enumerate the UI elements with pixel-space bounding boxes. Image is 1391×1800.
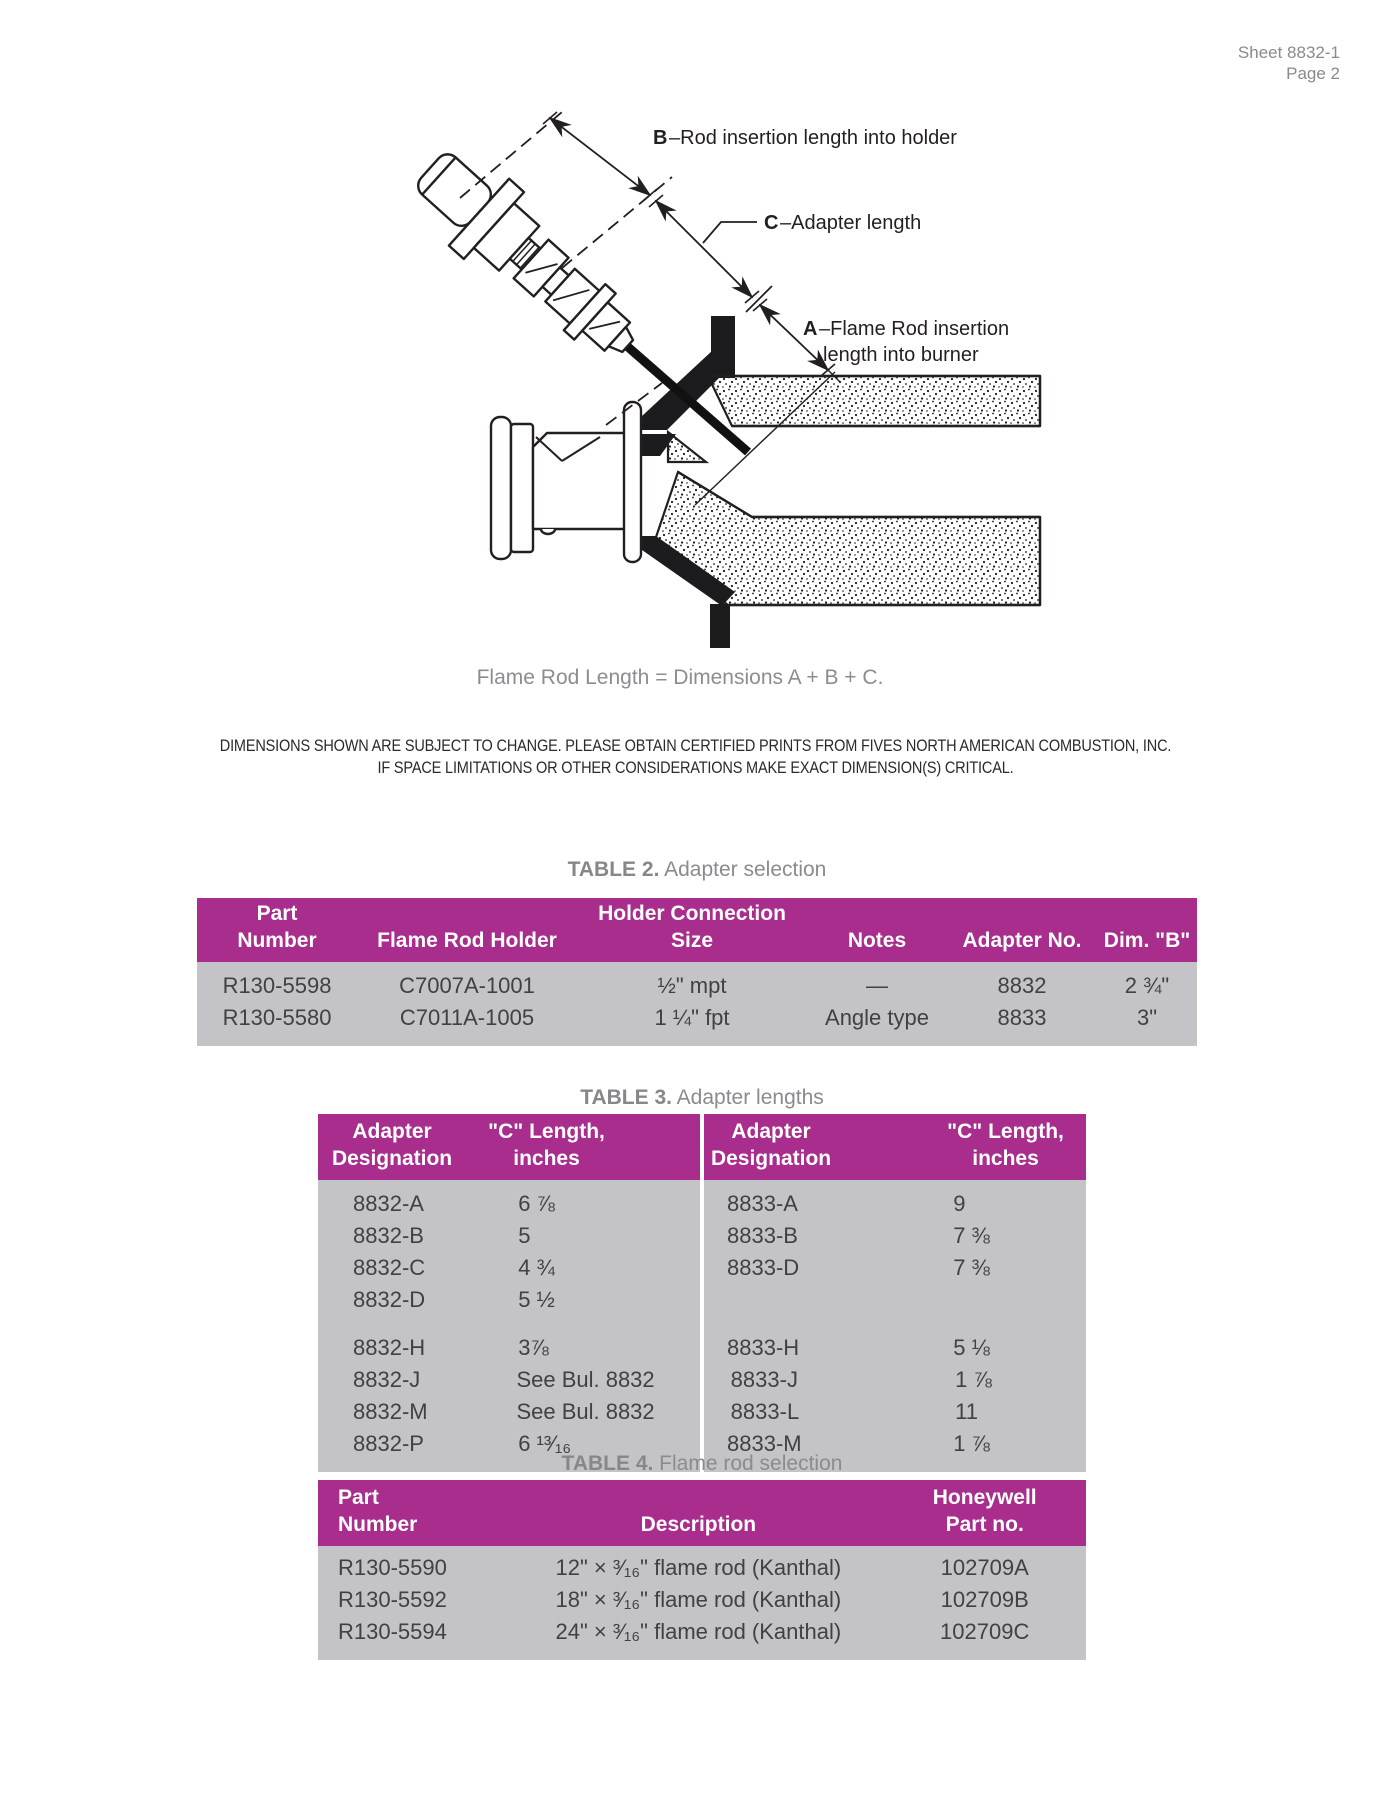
table3-column-divider [700,1114,704,1180]
flame-rod-diagram-svg [410,100,1055,690]
table3-header [318,1114,1086,1180]
table-cell: 8833-A [727,1191,798,1216]
table2-title: TABLE 2. Adapter selection [567,858,827,881]
table-cell: 1 ⅞ [953,1431,990,1456]
table2-header-part-number: Part Number [237,902,317,952]
table-row: R130-5594 24" × ³⁄₁₆" flame rod (Kanthal) 102709C [338,1619,1030,1644]
table4-title: TABLE 4. Flame rod selection [561,1452,843,1475]
table-cell: 6 ¹³⁄₁₆ [518,1431,572,1456]
table-cell: 8832-J [353,1367,421,1392]
table-cell: 6 ⅞ [518,1191,555,1216]
diagram-labels [653,127,1009,366]
table-cell: See Bul. 8832 [516,1367,655,1392]
label-b-text: –Rod insertion length into holder [669,127,957,149]
table-cell: 8832-B [353,1223,424,1248]
table-cell: 5 ½ [518,1287,555,1312]
label-c-text: –Adapter length [780,212,922,234]
table-cell: 8832-A [353,1191,424,1216]
table4-header-description: Description [640,1513,757,1536]
table-cell [651,1284,849,1316]
flame-rod-diagram [410,100,1055,690]
table3-header-designation-right: Adapter Designation [710,1120,832,1170]
table-row: R130-5590 12" × ³⁄₁₆" flame rod (Kanthal) 102709A [338,1555,1029,1580]
table-cell: 4 ¾ [518,1255,555,1280]
disclaimer [83,735,1307,779]
table-cell: See Bul. 8832 [516,1399,655,1424]
diagram-caption: Flame Rod Length = Dimensions A + B + C. [476,666,884,689]
dim-c-line [656,201,752,297]
dim-b-line [550,118,650,195]
label-b-letter: B [653,127,668,149]
table-cell: 7 ⅜ [953,1223,990,1248]
tee-fitting [491,402,641,562]
table-cell: 5 ⅛ [953,1335,990,1360]
table-row: R130-5598 C7007A-1001 ½" mpt — 8832 2 ¾" [222,973,1170,998]
label-a-letter: A [803,318,818,340]
label-c-leader [703,222,757,243]
table-row: R130-5592 18" × ³⁄₁₆" flame rod (Kanthal) 102709B [338,1587,1029,1612]
table-cell: 8833-D [727,1255,800,1280]
label-c-letter: C [764,212,779,234]
table-cell: 8832-C [353,1255,426,1280]
table3 [318,1114,1086,1472]
sheet-number: Sheet 8832-1 [1237,43,1340,62]
table4-body [318,1546,1086,1660]
table-cell: 1 ⅞ [955,1367,992,1392]
table3-header-c-length-left: "C" Length, inches [488,1120,605,1170]
table3-header-designation-left: Adapter Designation [331,1120,453,1170]
table4-header [318,1480,1086,1546]
table3-title: TABLE 3. Adapter lengths [580,1086,824,1109]
table2-body [197,962,1197,1046]
table-cell: 8832-M [353,1399,428,1424]
table-cell: 8833-L [730,1399,800,1424]
table3-body [318,1180,1086,1472]
table-cell: 5 [518,1223,531,1248]
table2 [197,898,1197,1046]
table2-header-notes: Notes [847,929,907,952]
table-cell: 11 [955,1399,978,1424]
table-cell: 8833-B [727,1223,798,1248]
table-cell: 8832-D [353,1287,426,1312]
table-cell: 9 [953,1191,966,1216]
table2-header-holder-connection: Holder Connection Size [598,902,786,952]
table-cell: 8832-H [353,1335,426,1360]
label-a-text: –Flame Rod insertion [819,318,1010,340]
page-number: Page 2 [1286,64,1340,83]
table-cell: 7 ⅜ [953,1255,990,1280]
label-a-text2: length into burner [823,344,979,366]
disclaimer-line2: IF SPACE LIMITATIONS OR OTHER CONSIDERATIONS MAKE EXACT DIMENSION(S) CRITICAL. [377,759,1014,777]
table-cell [849,1284,1086,1316]
table-cell: 3⅞ [518,1335,549,1360]
table2-header-adapter-no: Adapter No. [962,929,1082,952]
page-header [1238,42,1340,84]
table-cell: 8833-M [727,1431,802,1456]
table-row: R130-5580 C7011A-1005 1 ¼" fpt Angle type 8833 3" [222,1005,1158,1030]
table2-header-dim-b: Dim. "B" [1103,929,1191,952]
table2-header [197,898,1197,962]
disclaimer-line1: DIMENSIONS SHOWN ARE SUBJECT TO CHANGE. PLEASE OBTAIN CERTIFIED PRINTS FROM FIVES NORTH AMERICAN COMBUSTION, INC. [219,737,1172,755]
table4 [318,1480,1086,1660]
table4-header-part-number: Part Number [338,1486,418,1536]
table4-header-honeywell: Honeywell Part no. [932,1486,1037,1536]
table-cell: 8833-H [727,1335,800,1360]
table-cell: 8833-J [730,1367,798,1392]
table2-header-flame-rod-holder: Flame Rod Holder [377,929,557,952]
table-cell: 8832-P [353,1431,424,1456]
table3-header-c-length-right: "C" Length, inches [947,1120,1064,1170]
table3-column-divider [700,1180,704,1472]
dim-a-line [760,305,828,370]
